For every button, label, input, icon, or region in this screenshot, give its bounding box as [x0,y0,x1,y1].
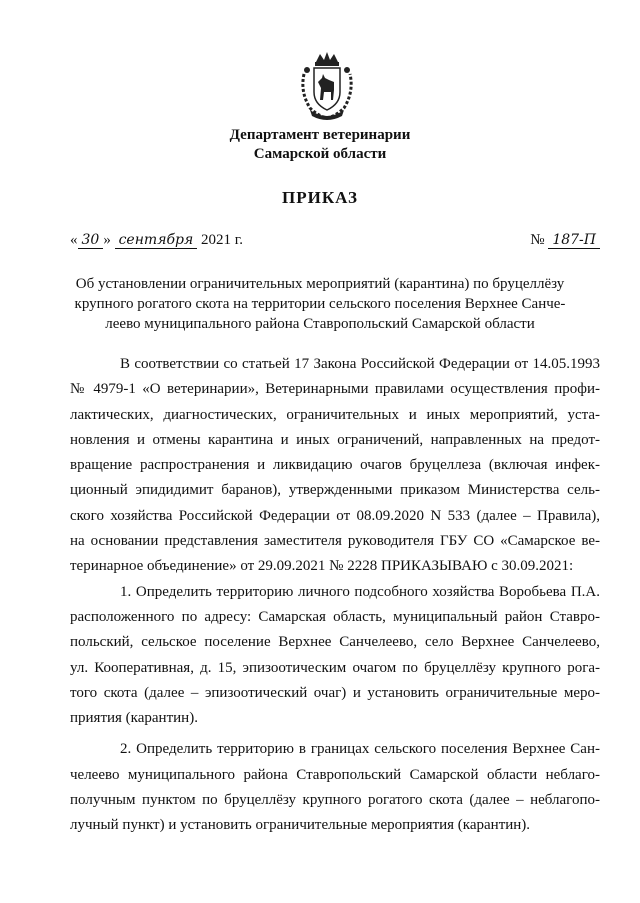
date-day: 30 [78,232,104,249]
date-year: 2021 г. [201,232,243,248]
coat-of-arms-icon [296,52,358,122]
order-date [70,232,243,249]
item1-line: 1. Определить территорию личного подсобного хозяйства Воробьева П.А. [120,583,600,600]
order-number [530,232,600,249]
department-name-line1: Департамент ветеринарии [229,127,411,143]
subject-line: крупного рогатого скота на территории сельского поселения Верхнее Санче- [74,296,566,312]
item1-line: того скота (далее – эпизоотический очаг) и установить ограничительные меро- [70,684,600,701]
document-title: ПРИКАЗ [282,188,358,207]
date-open-quote: « [70,232,78,248]
department-name-line2: Самарской области [253,146,387,162]
preamble-line: новления и отмены карантина и иных ограничений, направленных на предот- [70,431,600,448]
item2-line: лучный пункт) и установить ограничительные мероприятия (карантин). [70,817,531,834]
item2-line: 2. Определить территорию в границах сельского поселения Верхнее Сан- [120,741,600,758]
date-close-quote: » [103,232,111,248]
preamble-line: ского хозяйства Российской Федерации от 08.09.2020 N 533 (далее – Правила), [70,507,600,524]
preamble-line: № 4979-1 «О ветеринарии», Ветеринарными правилами осуществления профи- [70,381,600,398]
item2-line: получным пунктом по бруцеллёзу крупного рогатого скота (далее – неблагопо- [70,792,600,809]
item1-line: ул. Кооперативная, д. 15, эпизоотическим очагом по бруцеллёзу крупного рога- [70,659,600,676]
item1-line: польский, сельское поселение Верхнее Санчелеево, село Верхнее Санчелеево, [70,634,600,651]
order-subject [60,274,580,334]
date-month: сентября [115,232,198,249]
preamble-line: вращение распространения и ликвидацию очагов бруцеллеза (включая инфек- [70,457,600,474]
order-body [70,352,600,839]
preamble-line: лактических, диагностических, ограничительных и иных мероприятий, уста- [70,406,600,423]
preamble-line: теринарное объединение» от 29.09.2021 № 2228 ПРИКАЗЫВАЮ с 30.09.2021: [70,558,574,575]
number-value: 187-П [548,232,600,249]
preamble-line: на основании представления заместителя руководителя ГБУ СО «Самарское ве- [70,533,600,550]
subject-line: леево муниципального района Ставропольский Самарской области [105,316,535,332]
subject-line: Об установлении ограничительных мероприятий (карантина) по бруцеллёзу [75,276,565,292]
preamble-line: ционный эпидидимит баранов), утвержденными приказом Министерства сель- [70,482,600,499]
item2-line: челеево муниципального района Ставропольский Самарской области неблаго- [70,766,600,783]
number-prefix: № [530,232,545,248]
preamble-line: В соответствии со статьей 17 Закона Российской Федерации от 14.05.1993 [120,356,600,372]
item1-line: приятия (карантин). [70,710,198,727]
item1-line: расположенного по адресу: Самарская область, муниципальный район Ставро- [70,608,600,625]
